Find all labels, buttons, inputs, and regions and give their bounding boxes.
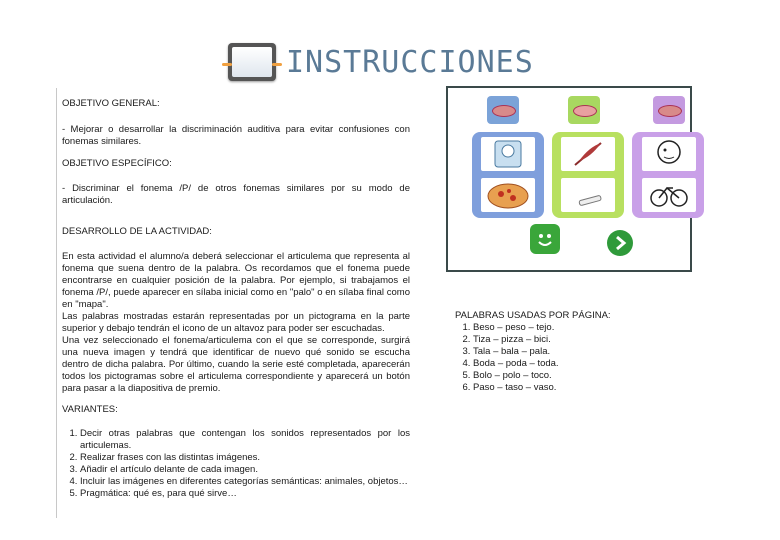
list-item: 4. Boda – poda – toda. bbox=[473, 358, 611, 370]
desarrollo bbox=[62, 226, 410, 238]
variantes-list-block bbox=[62, 428, 410, 500]
list-item: 1. Decir otras palabras que contengan los sonidos representados por los articulemas. bbox=[80, 428, 410, 452]
list-item: 3. Tala – bala – pala. bbox=[473, 346, 611, 358]
variantes bbox=[62, 404, 410, 416]
variantes-list bbox=[62, 428, 410, 500]
pizza-icon[interactable] bbox=[481, 178, 535, 212]
list-item: 2. Realizar frases con las distintas imágenes. bbox=[80, 452, 410, 464]
list-item: 3. Añadir el artículo delante de cada imagen. bbox=[80, 464, 410, 476]
desarrollo-heading: DESARROLLO DE LA ACTIVIDAD: bbox=[62, 226, 212, 237]
list-item: 4. Incluir las imágenes en diferentes categorías semánticas: animales, objetos… bbox=[80, 476, 410, 488]
objetivo-general-heading: OBJETIVO GENERAL: bbox=[62, 98, 160, 109]
objetivo-general-text: - Mejorar o desarrollar la discriminación auditiva para evitar confusiones con fonemas similares. bbox=[62, 124, 410, 147]
list-item: 5. Bolo – polo – toco. bbox=[473, 370, 611, 382]
objetivo-general bbox=[62, 98, 410, 110]
screen-icon bbox=[228, 43, 276, 81]
objetivo-especifico bbox=[62, 158, 410, 170]
feather-icon[interactable] bbox=[561, 137, 615, 171]
face-icon[interactable] bbox=[642, 137, 696, 171]
list-item: 6. Paso – taso – vaso. bbox=[473, 382, 611, 394]
mouth-p-icon[interactable] bbox=[487, 96, 519, 124]
list-item: 1. Beso – peso – tejo. bbox=[473, 322, 611, 334]
header bbox=[228, 40, 534, 84]
smiley-icon[interactable] bbox=[530, 224, 560, 254]
desarrollo-p3: Una vez seleccionado el fonema/articulema con el que se corresponde, surgirá una nueva imagen y tendrá que identificar de nuevo qué sonido se escucha dentro de dicha palabra. Por último, cuando la serie esté completada, aparecerán todos los pictogramas sobre el articulema correspondiente y aparecerá un botón para pasar a la diapositiva de premio. bbox=[62, 335, 410, 394]
scale-icon[interactable] bbox=[481, 137, 535, 171]
objetivo-especifico-heading: OBJETIVO ESPECÍFICO: bbox=[62, 158, 172, 169]
desarrollo-p2: Las palabras mostradas estarán representadas por un pictograma en la parte superior y debajo tendrán el icono de un altavoz para poder ser escuchadas. bbox=[62, 311, 410, 334]
desarrollo-body bbox=[62, 251, 410, 395]
mouth-b-icon[interactable] bbox=[653, 96, 685, 124]
objetivo-especifico-text: - Discriminar el fonema /P/ de otros fonemas similares por su modo de articulación. bbox=[62, 183, 410, 206]
desarrollo-p1: En esta actividad el alumno/a deberá seleccionar el articulema que representa al fonema que suena dentro de la palabra. Os recordamos que el fonema puede encontrarse en cualquier posición de la palabra. Por ejemplo, si trabajamos el fonema /P/, puede aparecer en sílaba inicial como en "palo" o en sílaba final como en "mapa". bbox=[62, 251, 410, 310]
palabras-list bbox=[455, 322, 611, 394]
list-item: 5. Pragmática: qué es, para qué sirve… bbox=[80, 488, 410, 500]
palabras-usadas bbox=[455, 310, 611, 394]
palabras-heading: PALABRAS USADAS POR PÁGINA: bbox=[455, 310, 611, 321]
objetivo-general-text-block bbox=[62, 124, 410, 148]
variantes-heading: VARIANTES: bbox=[62, 404, 118, 415]
next-arrow-icon[interactable] bbox=[607, 230, 633, 256]
objetivo-especifico-text-block bbox=[62, 183, 410, 207]
chalk-icon[interactable] bbox=[561, 178, 615, 212]
bicycle-icon[interactable] bbox=[642, 178, 696, 212]
list-item: 2. Tiza – pizza – bici. bbox=[473, 334, 611, 346]
mouth-t-icon[interactable] bbox=[568, 96, 600, 124]
page-title: INSTRUCCIONES bbox=[286, 44, 534, 80]
